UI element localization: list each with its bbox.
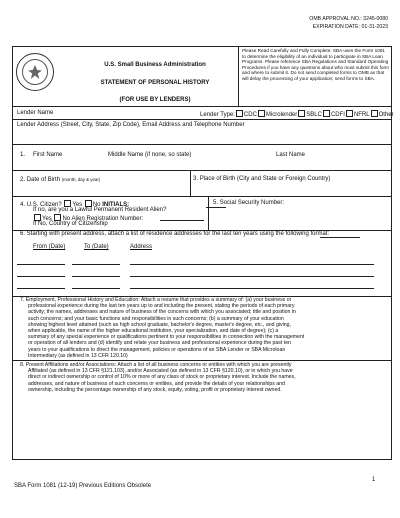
form-frame <box>12 46 392 460</box>
sba-seal-logo <box>16 53 54 91</box>
col-to-date: To (Date) <box>84 244 109 250</box>
microlender-checkbox[interactable] <box>258 110 265 117</box>
expiration-date: EXPIRATION DATE: 01-31-2023 <box>312 24 388 30</box>
lpr-no-checkbox[interactable] <box>54 214 61 221</box>
lender-address-label: Lender Address (Street, City, State, Zip Code), Email Address and Telephone Number <box>17 122 245 128</box>
form-footer-id: SBA Form 1081 (12-19) Previous Editions Obsolete <box>14 483 152 489</box>
omb-approval: OMB APPROVAL NO.: 3245-0080 <box>309 16 388 22</box>
q6-text: 6. Starting with present address, attach a list of residence addresses for the last ten years using the following format: <box>20 231 330 237</box>
sblc-checkbox[interactable] <box>298 110 305 117</box>
initials-label: INITIALS: <box>102 202 130 208</box>
lender-type-label: Lender Type: <box>200 112 235 118</box>
first-name-label: First Name <box>33 152 63 158</box>
q8-affiliations: 8. Present Affiliations and/or Associations: Attach a list of all business concerns or entities with which you are presently Affiliated (as defined in 13 CFR §121.103), and/or Associated (as defined in 13 CFR §120.10), or in which you have direct or indirect ownership or control of 10% or more of any class of stock or proprietary interest. Include the names, addresses, and nature of business of such concerns or entities, and provide the details of your relationships and ownership, including the percentage ownership of any stock, equity, voting, profit or proprietary interest owned. <box>20 362 296 393</box>
citizen-row: 4. U.S. Citizen? Yes No INITIALS: <box>20 200 129 209</box>
alien-row: Yes No Alien Registration Number: <box>33 214 143 223</box>
place-of-birth-label: 3. Place of Birth (City and State or Foreign Country) <box>193 176 331 182</box>
nfrl-checkbox[interactable] <box>346 110 353 117</box>
q1-number: 1. <box>20 152 26 158</box>
citizen-no-checkbox[interactable] <box>85 200 92 207</box>
dob-label: 2. Date of Birth (month, day & year) <box>20 177 101 183</box>
form-title: STATEMENT OF PERSONAL HISTORY <box>100 80 210 86</box>
cdc-checkbox[interactable] <box>236 110 243 117</box>
form-subtitle: (FOR USE BY LENDERS) <box>119 97 191 103</box>
col-from-date: From (Date) <box>33 244 66 250</box>
other-checkbox[interactable] <box>371 110 378 117</box>
page-number: 1 <box>372 477 376 483</box>
ssn-label: 5. Social Security Number: <box>213 200 285 206</box>
cdfi-checkbox[interactable] <box>323 110 330 117</box>
country-label: If No, Country of Citizenship <box>33 221 108 227</box>
q7-employment-history: 7. Employment, Professional History and Education: Attach a resume that provides a summary of: (a) your business or professional experience during the last ten years up to and including the present, stating the periods of each primary activity; the names, addresses and nature of business of the concerns with which you associated; title and position in such concerns; and your basic functions and responsibilities in such concerns; (b) a summary of your education showing highest level attained (such as high school graduate, bachelor's degree, master's degree, etc., and giving, when applicable, the name of the higher educational institution, your specialization, and date of degree); (c) a summary of any special experience or qualifications pertinent to your responsibilities in connection with the management or operation of all lenders and (d) identify and relate your business and professional experience during the past ten years to your qualifications to direct the management, policies or operations of an SBA Lender or SBA Microloan Intermediary (as defined in 13 CFR 120.10) <box>20 297 305 359</box>
lender-type-group: Lender Type: CDC Microlender SBLC CDFI NFRL Other <box>200 112 394 118</box>
lpr-yes-checkbox[interactable] <box>34 214 41 221</box>
lender-name-label: Lender Name <box>17 110 54 116</box>
last-name-label: Last Name <box>276 152 306 158</box>
middle-name-label: Middle Name (if none, so state) <box>108 152 192 158</box>
instructions-text: Please Read Carefully and Fully Complete: SBA uses the Form 1081 to determine the eligibility of an individual to participate in SBA Loan Programs. Please reference SBA Regulations and Standard Operating Procedures if you have any questions about who must submit this form and where to submit it. Do not send completed forms to OMB as that will delay the processing of your application; send forms to SBA. <box>242 48 389 81</box>
citizen-yes-checkbox[interactable] <box>64 200 71 207</box>
agency-name: U.S. Small Business Administration <box>104 62 206 68</box>
col-address: Address <box>130 244 153 250</box>
lpr-question: If no, are you a Lawful Permanent Resident Alien? <box>33 207 167 213</box>
